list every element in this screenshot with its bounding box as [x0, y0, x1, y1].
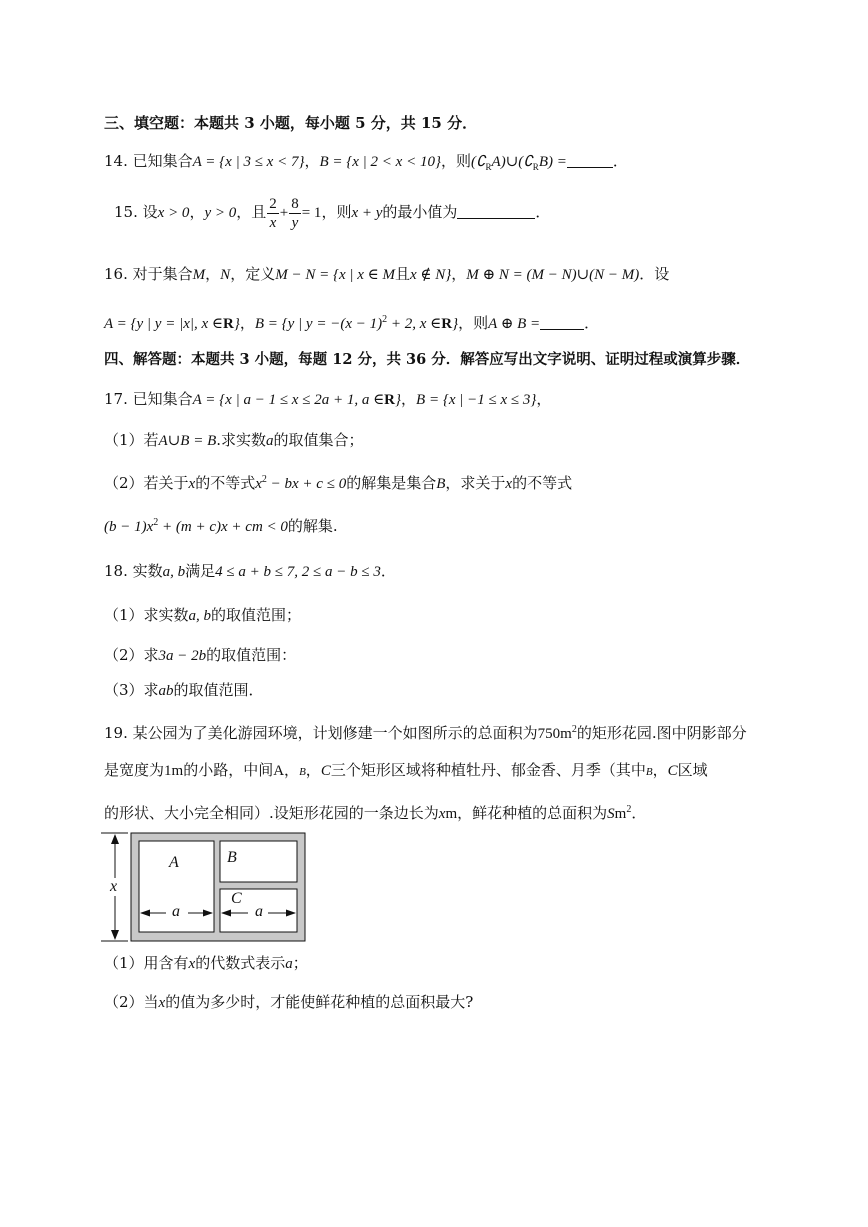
q19-text-4: 的小路，中间 — [183, 761, 274, 779]
q16-def-1: M − N = {x | x ∈ M — [275, 267, 395, 283]
q18-p1-end: 的取值范围； — [211, 606, 302, 624]
figure-label-a: A — [169, 854, 179, 871]
q17-p2-x2: x — [505, 476, 513, 492]
q17-p2-label: （2）若关于 — [104, 474, 189, 492]
garden-figure — [98, 830, 308, 944]
q18-text-2: 满足 — [185, 562, 216, 580]
q18-p3-label: （3）求 — [104, 681, 159, 699]
q14-sub-r2: R — [532, 162, 539, 172]
q17-p1-label: （1）若 — [104, 431, 159, 449]
q14-expr-c: B) = — [538, 154, 567, 170]
q15-plus: + — [279, 205, 289, 221]
q15-text: 设 — [142, 203, 158, 221]
q17-p2-b: B — [436, 476, 446, 492]
q14-text: 已知集合 — [132, 152, 193, 170]
question-19-line-3 — [104, 800, 646, 824]
q19-text-7: 的形状、大小完全相同）.设矩形花园的一条边长为 — [104, 804, 439, 822]
q15-f1-num: 2 — [269, 195, 277, 212]
q16-text-5: ，则 — [458, 314, 489, 332]
question-14 — [104, 151, 628, 177]
q14-sep: ， — [304, 152, 320, 170]
q19-region-b: B — [299, 766, 306, 778]
q17-p2-text-1: 的不等式 — [195, 474, 256, 492]
q17-end: ， — [536, 390, 552, 408]
q15-f2-num: 8 — [291, 195, 299, 212]
q18-part-2 — [104, 645, 296, 666]
q16-end: ． — [584, 314, 600, 332]
q19-x: x — [438, 806, 446, 822]
q16-text-2: ，定义 — [230, 265, 276, 283]
q15-number: 15. — [114, 203, 138, 221]
q19-region-c-2: C — [667, 763, 678, 779]
q19-p2-x: x — [158, 995, 166, 1011]
q19-area-sup: 2 — [571, 724, 577, 735]
q17-p1-text: .求实数 — [216, 431, 267, 449]
q18-part-3 — [104, 680, 264, 701]
q16-real-2: R — [441, 316, 453, 332]
q19-text-6: 区域 — [677, 761, 708, 779]
q19-s-unit: m — [614, 806, 627, 822]
q17-text: 已知集合 — [132, 390, 193, 408]
q16-set-a-close: } — [233, 316, 240, 332]
q17-part-1 — [104, 430, 364, 451]
question-16-line-1 — [104, 264, 669, 285]
section4-heading: 四、解答题：本题共 3 小题，每题 12 分，共 36 分．解答应写出文字说明、证明过程或演算步骤． — [104, 351, 751, 368]
q16-set-b-rest: + 2, x ∈ — [387, 316, 442, 332]
q16-set-n: N — [220, 267, 231, 283]
q18-part-1 — [104, 605, 301, 626]
q19-region-c: C — [320, 763, 331, 779]
q19-end: ． — [631, 804, 647, 822]
q17-p2-ineq2-end: 的解集. — [287, 517, 338, 535]
q15-end: ． — [535, 203, 551, 221]
garden-diagram — [98, 830, 308, 944]
question-15 — [114, 192, 550, 233]
q18-p2-end: 的取值范围： — [206, 646, 297, 664]
q17-part-2-line-2 — [104, 513, 338, 537]
q16-answer-expr: A ⊕ B = — [488, 316, 541, 332]
q16-set-m: M — [192, 267, 206, 283]
section3-heading: 三、填空题：本题共 3 小题，每小题 5 分，共 15 分． — [104, 114, 478, 132]
q17-set-a-close: } — [395, 392, 402, 408]
q19-text-2: 的矩形花园.图中阴影部分 — [576, 724, 747, 742]
q15-f1-den: x — [269, 214, 277, 231]
q17-p2-ineq2-sup: 2 — [153, 517, 159, 528]
q14-end: ． — [612, 152, 628, 170]
q14-number: 14. — [104, 152, 128, 170]
q16-text: 对于集合 — [132, 265, 193, 283]
q15-f2-den: y — [291, 214, 299, 231]
q18-p2-expr: 3a − 2b — [158, 648, 207, 664]
q15-cond-x: x > 0 — [157, 205, 190, 221]
figure-label-x: x — [110, 878, 118, 895]
dim-arrow-up — [111, 834, 119, 844]
question-19-line-1 — [104, 720, 747, 744]
q17-p2-x: x — [188, 476, 196, 492]
q19-p2-label: （2）当 — [104, 993, 159, 1011]
q16-answer-blank — [540, 315, 584, 330]
q18-vars: a, b — [162, 564, 186, 580]
q15-sep: ， — [189, 203, 205, 221]
q14-set-b: B = {x | 2 < x < 10} — [319, 154, 441, 170]
q17-p2-text-3: ，求关于 — [445, 474, 506, 492]
q15-cond-y: y > 0 — [204, 205, 237, 221]
q15-answer-blank — [457, 204, 535, 219]
q15-text-2: ，且 — [236, 203, 267, 221]
q17-p2-ineq2-b: + (m + c)x + cm < 0 — [158, 519, 288, 535]
q15-text-4: 的最小值为 — [382, 203, 458, 221]
q16-real-1: R — [223, 316, 234, 332]
q16-text-4: ．设 — [639, 265, 670, 283]
q19-number: 19. — [104, 724, 128, 742]
q16-sep-1: ， — [205, 265, 221, 283]
q19-region-a: A — [273, 763, 285, 779]
q17-part-2 — [104, 470, 572, 494]
q17-p2-text-2: 的解集是集合 — [346, 474, 437, 492]
q14-set-a: A = {x | 3 ≤ x < 7} — [192, 154, 305, 170]
q16-def-2: x ∉ N} — [410, 267, 452, 283]
q19-x-unit: m — [445, 806, 458, 822]
figure-label-a-width-2: a — [255, 903, 263, 920]
q17-p1-expr: A∪B = B — [158, 433, 217, 449]
q15-fraction-2 — [289, 195, 301, 232]
q16-number: 16. — [104, 265, 128, 283]
q19-part-2 — [104, 992, 473, 1013]
q18-p2-label: （2）求 — [104, 646, 159, 664]
q17-p2-ineq2-a: (b − 1)x — [104, 519, 154, 535]
q19-sep-2: ， — [305, 761, 321, 779]
q19-text-5: 三个矩形区域将种植牡丹、郁金香、月季（其中 — [330, 761, 646, 779]
dim-arrow-down — [111, 930, 119, 940]
question-18 — [104, 561, 396, 582]
q17-sep: ， — [401, 390, 417, 408]
q18-text: 实数 — [132, 562, 163, 580]
q17-p1-end: 的取值集合； — [273, 431, 364, 449]
q19-area: 750m — [537, 726, 572, 742]
q19-p1-end: ； — [292, 954, 308, 972]
q19-p2-end: 的值为多少时，才能使鲜花种植的总面积最大? — [165, 993, 474, 1011]
q19-region-b-2: B — [645, 766, 653, 778]
q17-p2-ineq: x — [255, 476, 262, 492]
q17-p1-var: a — [266, 433, 274, 449]
q16-set-b-close: } — [452, 316, 459, 332]
q16-text-3: 且 — [394, 265, 410, 283]
figure-label-c: C — [231, 890, 242, 907]
q18-p3-end: 的取值范围． — [173, 681, 264, 699]
q19-width: 1m — [164, 763, 184, 779]
q18-p1-label: （1）求实数 — [104, 606, 189, 624]
q19-part-1 — [104, 953, 308, 974]
q16-sep-2: ， — [451, 265, 467, 283]
q15-xy: x + y — [351, 205, 383, 221]
q17-p2-sup: 2 — [261, 474, 267, 485]
q16-def-3: M ⊕ N = (M − N)∪(N − M) — [466, 267, 640, 283]
q17-real: R — [384, 392, 396, 408]
q14-text-2: ，则 — [440, 152, 471, 170]
q18-condition: 4 ≤ a + b ≤ 7, 2 ≤ a − b ≤ 3 — [215, 564, 381, 580]
q16-set-b-def: B = {y | y = −(x − 1) — [254, 316, 383, 332]
q17-set-a: A = {x | a − 1 ≤ x ≤ 2a + 1, a ∈ — [192, 392, 385, 408]
q19-text-8: ，鲜花种植的总面积为 — [457, 804, 608, 822]
question-16-line-2 — [104, 310, 599, 334]
q16-sup: 2 — [382, 314, 388, 325]
figure-label-a-width-1: a — [172, 903, 180, 920]
q19-sep-3: ， — [652, 761, 668, 779]
figure-label-b: B — [227, 849, 237, 866]
q15-text-3: ，则 — [321, 203, 352, 221]
q15-fraction-1 — [267, 195, 279, 232]
q18-number: 18. — [104, 562, 128, 580]
q14-answer-blank — [567, 153, 613, 168]
q17-p2-ineq-b: − bx + c ≤ 0 — [266, 476, 347, 492]
q17-set-b: B = {x | −1 ≤ x ≤ 3} — [416, 392, 537, 408]
q18-p3-expr: ab — [158, 683, 174, 699]
q19-p1-a: a — [285, 956, 293, 972]
q19-p1-label: （1）用含有 — [104, 954, 189, 972]
q19-sep-1: ， — [284, 761, 300, 779]
q19-s-sup: 2 — [626, 804, 632, 815]
q19-text-1: 某公园为了美化游园环境，计划修建一个如图所示的总面积为 — [132, 724, 538, 742]
q17-p2-text-4: 的不等式 — [512, 474, 573, 492]
q18-end: ． — [380, 562, 396, 580]
q18-p1-vars: a, b — [188, 608, 212, 624]
q19-p1-x: x — [188, 956, 196, 972]
q17-number: 17. — [104, 390, 128, 408]
question-17 — [104, 389, 551, 410]
q19-text-3: 是宽度为 — [104, 761, 165, 779]
question-19-line-2 — [104, 760, 708, 782]
q14-expr-b: A)∪(∁ — [491, 154, 533, 170]
q19-s: S — [607, 806, 615, 822]
q16-set-a-def: A = {y | y = |x|, x ∈ — [104, 316, 223, 332]
q15-eq: = 1 — [301, 205, 322, 221]
q14-expr-a: (∁ — [470, 154, 486, 170]
q16-sep-3: ， — [239, 314, 255, 332]
q19-p1-text: 的代数式表示 — [195, 954, 286, 972]
q14-sub-r1: R — [485, 162, 492, 172]
